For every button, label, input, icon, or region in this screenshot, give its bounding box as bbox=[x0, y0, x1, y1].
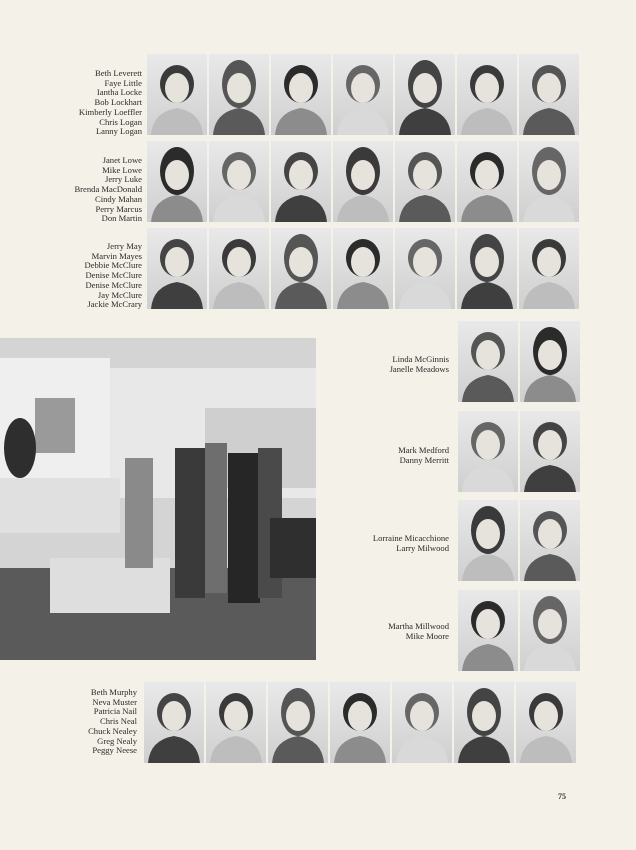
student-portrait bbox=[209, 228, 269, 309]
student-name: Greg Nealy bbox=[97, 735, 137, 746]
student-portrait bbox=[457, 54, 517, 135]
student-name: Mike Moore bbox=[405, 630, 449, 641]
name-list-8 bbox=[88, 688, 137, 756]
student-name: Peggy Neese bbox=[92, 745, 137, 756]
student-name: Jerry Luke bbox=[105, 174, 142, 185]
student-portrait bbox=[395, 141, 455, 222]
student-name: Mike Lowe bbox=[102, 164, 142, 175]
student-portrait bbox=[209, 54, 269, 135]
student-portrait bbox=[516, 682, 576, 763]
portrait-silhouette bbox=[147, 228, 207, 309]
student-portrait bbox=[457, 228, 517, 309]
name-list-2 bbox=[74, 156, 142, 224]
portrait-silhouette bbox=[454, 682, 514, 763]
portrait-silhouette bbox=[271, 228, 331, 309]
student-name: Lanny Logan bbox=[95, 126, 142, 137]
student-name: Neva Muster bbox=[92, 696, 137, 707]
student-name: Jay McClure bbox=[97, 289, 142, 300]
portrait-silhouette bbox=[516, 682, 576, 763]
student-name: Danny Merritt bbox=[399, 454, 449, 465]
student-portrait bbox=[144, 682, 204, 763]
student-portrait bbox=[457, 141, 517, 222]
student-portrait bbox=[458, 500, 518, 581]
portrait-silhouette bbox=[209, 54, 269, 135]
name-list-1 bbox=[79, 69, 142, 137]
student-portrait bbox=[395, 54, 455, 135]
student-portrait bbox=[147, 228, 207, 309]
portrait-silhouette bbox=[395, 228, 455, 309]
student-portrait bbox=[520, 500, 580, 581]
portrait-silhouette bbox=[147, 54, 207, 135]
portrait-silhouette bbox=[457, 141, 517, 222]
portrait-silhouette bbox=[520, 590, 580, 671]
student-name: Perry Marcus bbox=[95, 203, 142, 214]
student-name: Beth Leverett bbox=[94, 68, 142, 78]
name-list-6 bbox=[373, 534, 449, 553]
page-number: 75 bbox=[558, 792, 566, 801]
portrait-silhouette bbox=[519, 54, 579, 135]
portrait-silhouette bbox=[333, 54, 393, 135]
name-list-7 bbox=[388, 622, 449, 641]
student-name: Beth Murphy bbox=[90, 687, 137, 697]
portrait-silhouette bbox=[333, 141, 393, 222]
portrait-row-3 bbox=[147, 228, 579, 309]
portrait-silhouette bbox=[206, 682, 266, 763]
student-name: Kimberly Loeffler bbox=[78, 106, 142, 117]
student-portrait bbox=[333, 141, 393, 222]
portrait-silhouette bbox=[330, 682, 390, 763]
student-name: Jackie McCrary bbox=[87, 299, 142, 310]
student-name: Janelle Meadows bbox=[389, 363, 449, 374]
student-portrait bbox=[458, 590, 518, 671]
portrait-silhouette bbox=[519, 141, 579, 222]
portrait-silhouette bbox=[458, 590, 518, 671]
portrait-silhouette bbox=[271, 141, 331, 222]
student-portrait bbox=[147, 54, 207, 135]
student-portrait bbox=[271, 141, 331, 222]
portrait-silhouette bbox=[458, 321, 518, 402]
student-name: Don Martin bbox=[101, 213, 142, 224]
student-name: Martha Millwood bbox=[388, 621, 449, 631]
student-portrait bbox=[520, 590, 580, 671]
student-name: Debbie McClure bbox=[84, 260, 142, 271]
portrait-row-5 bbox=[458, 411, 580, 492]
student-portrait bbox=[333, 54, 393, 135]
student-name: Bob Lockhart bbox=[94, 97, 142, 108]
student-portrait bbox=[392, 682, 452, 763]
portrait-silhouette bbox=[519, 228, 579, 309]
portrait-silhouette bbox=[268, 682, 328, 763]
portrait-silhouette bbox=[458, 500, 518, 581]
portrait-row-4 bbox=[458, 321, 580, 402]
student-portrait bbox=[330, 682, 390, 763]
portrait-silhouette bbox=[209, 141, 269, 222]
student-name: Faye Little bbox=[104, 77, 142, 88]
student-portrait bbox=[271, 54, 331, 135]
student-name: Larry Milwood bbox=[396, 542, 449, 553]
portrait-row-8 bbox=[144, 682, 576, 763]
portrait-silhouette bbox=[520, 321, 580, 402]
student-name: Chuck Nealey bbox=[88, 725, 137, 736]
student-name: Lorraine Micacchione bbox=[372, 533, 449, 543]
portrait-silhouette bbox=[271, 54, 331, 135]
student-portrait bbox=[147, 141, 207, 222]
student-name: Mark Medford bbox=[398, 445, 449, 455]
student-portrait bbox=[271, 228, 331, 309]
portrait-row-2 bbox=[147, 141, 579, 222]
student-name: Denise McClure bbox=[85, 270, 142, 281]
student-name: Iantha Locke bbox=[96, 87, 142, 98]
portrait-silhouette bbox=[457, 54, 517, 135]
portrait-silhouette bbox=[457, 228, 517, 309]
student-name: Brenda MacDonald bbox=[74, 184, 142, 195]
portrait-silhouette bbox=[395, 54, 455, 135]
portrait-row-1 bbox=[147, 54, 579, 135]
student-name: Chris Neal bbox=[100, 716, 137, 727]
student-name: Denise McClure bbox=[85, 279, 142, 290]
student-name: Janet Lowe bbox=[102, 155, 142, 165]
name-list-4 bbox=[390, 355, 449, 374]
portrait-row-6 bbox=[458, 500, 580, 581]
portrait-silhouette bbox=[209, 228, 269, 309]
student-portrait bbox=[333, 228, 393, 309]
student-portrait bbox=[395, 228, 455, 309]
student-name: Cindy Mahan bbox=[94, 193, 142, 204]
student-name: Linda McGinnis bbox=[392, 354, 449, 364]
portrait-row-7 bbox=[458, 590, 580, 671]
student-name: Chris Logan bbox=[99, 116, 142, 127]
name-list-3 bbox=[84, 242, 142, 310]
student-portrait bbox=[520, 321, 580, 402]
portrait-silhouette bbox=[395, 141, 455, 222]
name-list-5 bbox=[398, 446, 449, 465]
portrait-silhouette bbox=[147, 141, 207, 222]
portrait-silhouette bbox=[520, 500, 580, 581]
student-name: Patricia Nail bbox=[93, 706, 137, 717]
student-portrait bbox=[268, 682, 328, 763]
portrait-silhouette bbox=[144, 682, 204, 763]
student-portrait bbox=[209, 141, 269, 222]
student-portrait bbox=[519, 54, 579, 135]
portrait-silhouette bbox=[520, 411, 580, 492]
student-portrait bbox=[206, 682, 266, 763]
portrait-silhouette bbox=[392, 682, 452, 763]
student-name: Jerry May bbox=[106, 241, 142, 251]
student-portrait bbox=[458, 321, 518, 402]
student-portrait bbox=[458, 411, 518, 492]
student-portrait bbox=[519, 141, 579, 222]
student-portrait bbox=[454, 682, 514, 763]
student-name: Marvin Mayes bbox=[91, 250, 142, 261]
portrait-silhouette bbox=[333, 228, 393, 309]
portrait-silhouette bbox=[458, 411, 518, 492]
student-portrait bbox=[520, 411, 580, 492]
candid-photo bbox=[0, 338, 316, 660]
student-portrait bbox=[519, 228, 579, 309]
